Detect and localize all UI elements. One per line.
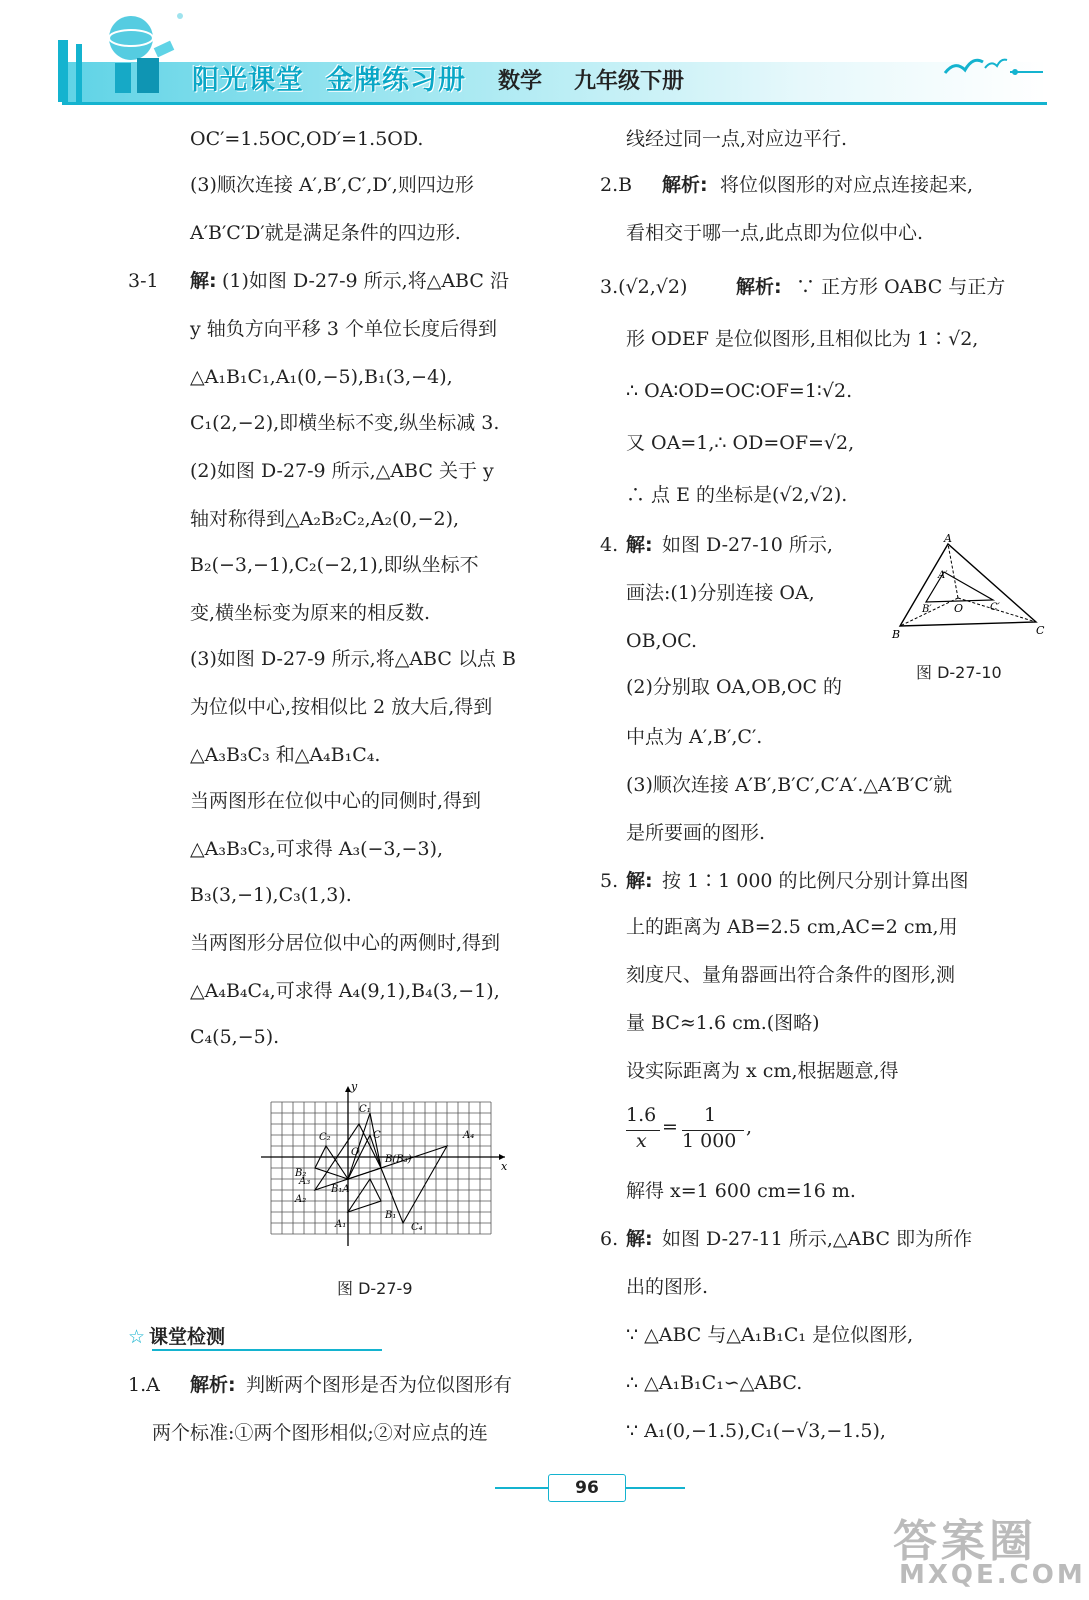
text-line: (3)顺次连接 A′,B′,C′,D′,则四边形	[190, 174, 474, 196]
text-line: (2)如图 D-27-9 所示,△ABC 关于 y	[190, 460, 494, 482]
text-line: B₂(−3,−1),C₂(−2,1),即纵坐标不	[190, 554, 479, 576]
answer-lead: 解析:	[662, 174, 708, 196]
answer-lead: 解:	[626, 1228, 653, 1250]
text-line: 又 OA=1,∴ OD=OF=√2,	[626, 432, 855, 454]
figure-caption: 图 D-27-10	[916, 663, 1002, 682]
question-number: 2.B	[600, 174, 633, 196]
text-line: 两个标准:①两个图形相似;②对应点的连	[152, 1422, 488, 1444]
point-label: B′	[922, 604, 932, 615]
text-line: △A₁B₁C₁,A₁(0,−5),B₁(3,−4),	[190, 366, 453, 388]
text-line: (1)如图 D-27-9 所示,将△ABC 沿	[222, 270, 509, 292]
text-line: ∵ A₁(0,−1.5),C₁(−√3,−1.5),	[626, 1420, 886, 1442]
point-label: A₄	[463, 1130, 475, 1141]
text-line: 按 1∶1 000 的比例尺分别计算出图	[662, 870, 969, 892]
answer-lead: 解析:	[190, 1374, 236, 1396]
text-line: 判断两个图形是否为位似图形有	[246, 1374, 513, 1396]
question-number: 3.(√2,√2)	[600, 276, 688, 298]
text-line: 轴对称得到△A₂B₂C₂,A₂(0,−2),	[190, 508, 460, 530]
question-number: 4.	[600, 534, 619, 556]
y-axis-label: y	[351, 1080, 358, 1093]
text-line: ∴ OA∶OD=OC∶OF=1∶√2.	[626, 380, 853, 402]
book-title-part-2: 金牌练习册	[326, 65, 466, 96]
point-label: C′	[990, 602, 1000, 613]
point-label: A₁	[335, 1219, 347, 1230]
question-number: 6.	[600, 1228, 619, 1250]
point-label: C₂	[319, 1132, 331, 1143]
text-line: △A₄B₄C₄,可求得 A₄(9,1),B₄(3,−1),	[190, 980, 500, 1002]
text-line: C₄(5,−5).	[190, 1026, 280, 1048]
text-line: △A₃B₃C₃,可求得 A₃(−3,−3),	[190, 838, 444, 860]
text-line: 是所要画的图形.	[626, 822, 766, 844]
text-line: 上的距离为 AB=2.5 cm,AC=2 cm,用	[626, 916, 958, 938]
text-line: OB,OC.	[626, 630, 698, 652]
fraction-denominator: 1 000	[682, 1130, 737, 1152]
fraction-denominator: x	[636, 1130, 647, 1152]
point-label: B₁A	[331, 1184, 350, 1195]
answer-lead: 解:	[626, 870, 653, 892]
book-title	[192, 58, 466, 97]
point-label: O	[954, 602, 964, 615]
text-line: 如图 D-27-10 所示,	[662, 534, 833, 556]
text-line: 看相交于哪一点,此点即为位似中心.	[626, 222, 924, 244]
text-line: 线经过同一点,对应边平行.	[626, 128, 848, 150]
watermark-text: 答案圈	[893, 1516, 1037, 1567]
fraction-numerator: 1.6	[626, 1104, 657, 1126]
text-line: C₁(2,−2),即横坐标不变,纵坐标减 3.	[190, 412, 500, 434]
page-header	[0, 0, 1089, 110]
triangle-a1b1c1	[926, 572, 993, 602]
text-line: ∴ △A₁B₁C₁∽△ABC.	[626, 1372, 803, 1394]
text-line: B₃(3,−1),C₃(1,3).	[190, 884, 352, 906]
section-title	[128, 1322, 225, 1349]
text-line: (2)分别取 OA,OB,OC 的	[626, 676, 843, 698]
question-number: 1.A	[128, 1374, 160, 1396]
star-icon: ☆	[128, 1326, 146, 1348]
watermark-url: MXQE.COM	[899, 1560, 1086, 1590]
text-line: 量 BC≈1.6 cm.(图略)	[626, 1012, 820, 1034]
page-number: 96	[548, 1474, 626, 1502]
question-number: 3-1	[128, 270, 159, 292]
grade-label: 九年级下册	[574, 69, 685, 94]
text-line: 出的图形.	[626, 1276, 709, 1298]
point-label: A₂	[295, 1194, 307, 1205]
globe-telescope-icon	[95, 8, 185, 98]
fraction-numerator: 1	[704, 1104, 717, 1126]
point-label: B₁	[385, 1210, 397, 1221]
section-underline	[152, 1349, 382, 1351]
text-line: ∵ △ABC 与△A₁B₁C₁ 是位似图形,	[626, 1324, 914, 1346]
header-underline	[62, 102, 1047, 105]
header-bar-decoration	[58, 40, 68, 102]
point-label: C₁	[359, 1104, 371, 1115]
punctuation: ,	[746, 1116, 753, 1138]
figure-caption: 图 D-27-9	[337, 1279, 413, 1298]
book-title-part-1: 阳光课堂	[192, 65, 304, 96]
point-label: B(B₃)	[385, 1154, 412, 1165]
answer-lead: 解:	[190, 270, 217, 292]
x-axis-label: x	[501, 1160, 508, 1173]
text-line: 刻度尺、量角器画出符合条件的图形,测	[626, 964, 956, 986]
question-number: 5.	[600, 870, 619, 892]
text-line: 当两图形分居位似中心的两侧时,得到	[190, 932, 501, 954]
text-line: 画法:(1)分别连接 OA,	[626, 582, 815, 604]
text-line: △A₃B₃C₃ 和△A₄B₁C₄.	[190, 744, 381, 766]
text-line: 将位似图形的对应点连接起来,	[720, 174, 974, 196]
fraction-equation	[626, 1104, 766, 1156]
triangle-abc	[900, 544, 1036, 626]
origin-label: O	[351, 1147, 360, 1158]
text-line: ∵ 正方形 OABC 与正方	[796, 276, 1006, 298]
text-line: 变,横坐标变为原来的相反数.	[190, 602, 431, 624]
text-line: 解得 x=1 600 cm=16 m.	[626, 1180, 856, 1202]
equals-sign: =	[662, 1116, 678, 1138]
text-line: 中点为 A′,B′,C′.	[626, 726, 763, 748]
text-line: y 轴负方向平移 3 个单位长度后得到	[190, 318, 497, 340]
point-label: A	[944, 532, 952, 545]
text-line: 设实际距离为 x cm,根据题意,得	[626, 1060, 899, 1082]
figure-d-27-10	[890, 530, 1050, 645]
text-line: A′B′C′D′就是满足条件的四边形.	[190, 222, 461, 244]
text-line: OC′=1.5OC,OD′=1.5OD.	[190, 128, 424, 150]
birds-icon	[935, 48, 1045, 88]
answer-lead: 解析:	[736, 276, 782, 298]
figure-d-27-9	[255, 1080, 517, 1248]
watermark	[893, 1505, 1086, 1595]
point-label: C₄	[411, 1222, 423, 1233]
subject-label: 数学	[498, 69, 543, 94]
dashed-rays	[900, 544, 1036, 626]
text-line: 形 ODEF 是位似图形,且相似比为 1∶√2,	[626, 328, 979, 350]
point-label: B₂	[295, 1168, 307, 1179]
point-label: C	[1036, 624, 1045, 637]
text-line: (3)顺次连接 A′B′,B′C′,C′A′.△A′B′C′就	[626, 774, 953, 796]
point-label: A₃	[299, 1176, 311, 1187]
text-line: 为位似中心,按相似比 2 放大后,得到	[190, 696, 493, 718]
point-label: B	[892, 628, 901, 641]
text-line: ∴ 点 E 的坐标是(√2,√2).	[626, 484, 848, 506]
text-line: 如图 D-27-11 所示,△ABC 即为所作	[662, 1228, 973, 1250]
point-label: A′	[938, 570, 948, 581]
section-title-text: 课堂检测	[149, 1326, 226, 1348]
answer-lead: 解:	[626, 534, 653, 556]
text-line: 当两图形在位似中心的同侧时,得到	[190, 790, 482, 812]
header-bar-decoration-2	[76, 44, 82, 102]
point-label: C	[373, 1130, 381, 1141]
text-line: (3)如图 D-27-9 所示,将△ABC 以点 B	[190, 648, 516, 670]
